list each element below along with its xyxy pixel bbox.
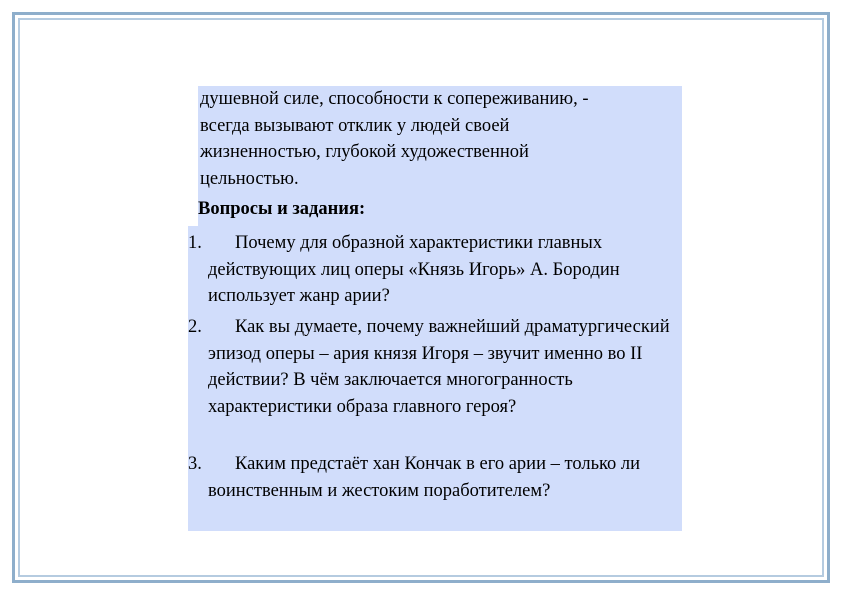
question-text: Как вы думаете, почему важнейший драматургический эпизод оперы – ария князя Игоря – звучит именно во II действии? В чём заключается многогранность характеристики образа главного героя? — [208, 317, 670, 417]
question-number: 3. — [188, 454, 202, 474]
questions-heading: Вопросы и задания: — [198, 199, 366, 219]
question-text: Каким предстаёт хан Кончак в его арии – только ли воинственным и жестоким поработителем? — [208, 454, 641, 501]
question-text: Почему для образной характеристики главных действующих лиц оперы «Князь Игорь» А. Бородин использует жанр арии? — [208, 233, 620, 307]
question-number: 2. — [188, 317, 202, 337]
paragraph-line: цельностью. — [200, 168, 299, 189]
question-number: 1. — [188, 233, 202, 253]
questions-list — [188, 226, 682, 531]
paragraph-line: всегда вызывают отклик у людей своей — [200, 115, 510, 136]
paragraph-line: жизненностью, глубокой художественной — [200, 142, 529, 163]
slide-text-box — [188, 86, 682, 531]
paragraph-line: душевной силе, способности к сопереживанию, - — [200, 89, 589, 109]
